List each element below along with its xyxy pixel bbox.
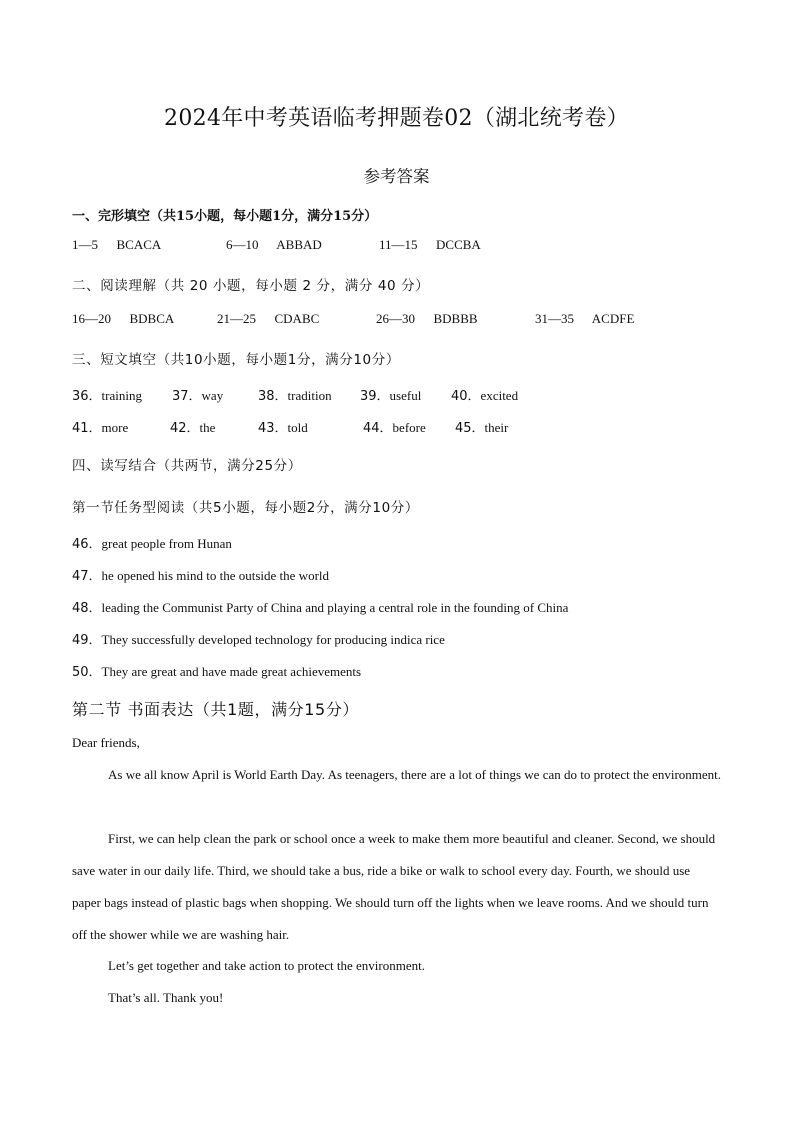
fill-answer-item [455, 417, 508, 437]
answer-group [376, 311, 478, 327]
fill-answer-item [363, 417, 426, 437]
task-answer-item [72, 597, 568, 617]
fill-answer-item [72, 385, 142, 405]
answer-group [226, 237, 322, 253]
item-answer: excited [480, 388, 519, 403]
answer-range: 16—20 [72, 311, 111, 326]
item-number: 47． [72, 569, 102, 584]
item-number: 49． [72, 633, 102, 648]
item-number: 37． [172, 389, 202, 404]
item-answer: he opened his mind to the outside the world [101, 568, 330, 583]
task-answer-item [72, 565, 329, 585]
section2-heading: 二、阅读理解（共 20 小题，每小题 2 分，满分 40 分） [72, 278, 430, 294]
item-number: 42． [170, 421, 200, 436]
fill-answer-item [258, 417, 308, 437]
section4-part2-heading: 第二节 书面表达（共1题，满分15分） [72, 700, 360, 719]
answer-group [379, 237, 481, 253]
item-answer: told [287, 420, 308, 435]
answer-range: 31—35 [535, 311, 574, 326]
item-number: 40． [451, 389, 481, 404]
answer-group [535, 311, 634, 327]
item-answer: before [392, 420, 426, 435]
answer-letters: ACDFE [591, 311, 635, 326]
essay-paragraph: Let’s get together and take action to protect the environment. [108, 958, 425, 973]
item-answer: great people from Hunan [101, 536, 232, 551]
answer-range: 1—5 [72, 237, 98, 252]
answer-range: 21—25 [217, 311, 256, 326]
task-answer-item [72, 661, 361, 681]
item-answer: They are great and have made great achievements [101, 664, 362, 679]
section4-part1-heading: 第一节任务型阅读（共5小题，每小题2分，满分10分） [72, 500, 419, 516]
answer-letters: ABBAD [276, 237, 322, 252]
item-number: 36． [72, 389, 102, 404]
fill-answer-item [170, 417, 215, 437]
fill-answer-item [360, 385, 421, 405]
item-number: 50． [72, 665, 102, 680]
answer-letters: CDABC [274, 311, 320, 326]
item-number: 39． [360, 389, 390, 404]
item-answer: their [484, 420, 509, 435]
item-answer: way [201, 388, 224, 403]
item-answer: tradition [287, 388, 332, 403]
fill-answer-item [172, 385, 223, 405]
answer-letters: BDBCA [129, 311, 175, 326]
section1-heading: 一、完形填空（共15小题，每小题1分，满分15分） [72, 209, 378, 224]
essay-paragraph: That’s all. Thank you! [108, 990, 224, 1005]
essay-paragraph: As we all know April is World Earth Day. As teenagers, there are a lot of things we can do to protect the environment. [108, 767, 722, 782]
essay-paragraph: First, we can help clean the park or school once a week to make them more beautiful and cleaner. Second, we should save water in our daily life. Third, we should take a bus, ride a bike or walk to school every day. Fourth, we should use paper bags instead of plastic bags when shopping. We should turn off the lights when we leave rooms. And we should turn off the shower while we are washing hair. [72, 831, 716, 942]
item-answer: They successfully developed technology for producing indica rice [101, 632, 445, 647]
fill-answer-item [72, 417, 128, 437]
answer-group [72, 311, 174, 327]
item-answer: useful [389, 388, 422, 403]
item-number: 38． [258, 389, 288, 404]
item-number: 44． [363, 421, 393, 436]
item-answer: leading the Communist Party of China and playing a central role in the founding of China [101, 600, 569, 615]
item-answer: training [101, 388, 142, 403]
page-title: 2024年中考英语临考押题卷02（湖北统考卷） [164, 106, 629, 131]
item-number: 48． [72, 601, 102, 616]
section3-heading: 三、短文填空（共10小题，每小题1分，满分10分） [72, 352, 400, 368]
section4-heading: 四、读写结合（共两节，满分25分） [72, 458, 302, 474]
fill-answer-item [258, 385, 332, 405]
item-answer: more [101, 420, 129, 435]
answer-range: 11—15 [379, 237, 418, 252]
item-number: 43． [258, 421, 288, 436]
letter-salutation: Dear friends, [72, 735, 140, 750]
answer-letters: DCCBA [436, 237, 481, 252]
item-number: 41． [72, 421, 102, 436]
fill-answer-item [451, 385, 518, 405]
item-number: 46． [72, 537, 102, 552]
answer-letters: BCACA [116, 237, 162, 252]
answer-range: 6—10 [226, 237, 259, 252]
answer-range: 26—30 [376, 311, 415, 326]
item-number: 45． [455, 421, 485, 436]
answer-group [217, 311, 319, 327]
answer-letters: BDBBB [433, 311, 478, 326]
task-answer-item [72, 533, 232, 553]
item-answer: the [199, 420, 216, 435]
answer-group [72, 237, 161, 253]
page-subtitle: 参考答案 [363, 167, 430, 186]
task-answer-item [72, 629, 445, 649]
